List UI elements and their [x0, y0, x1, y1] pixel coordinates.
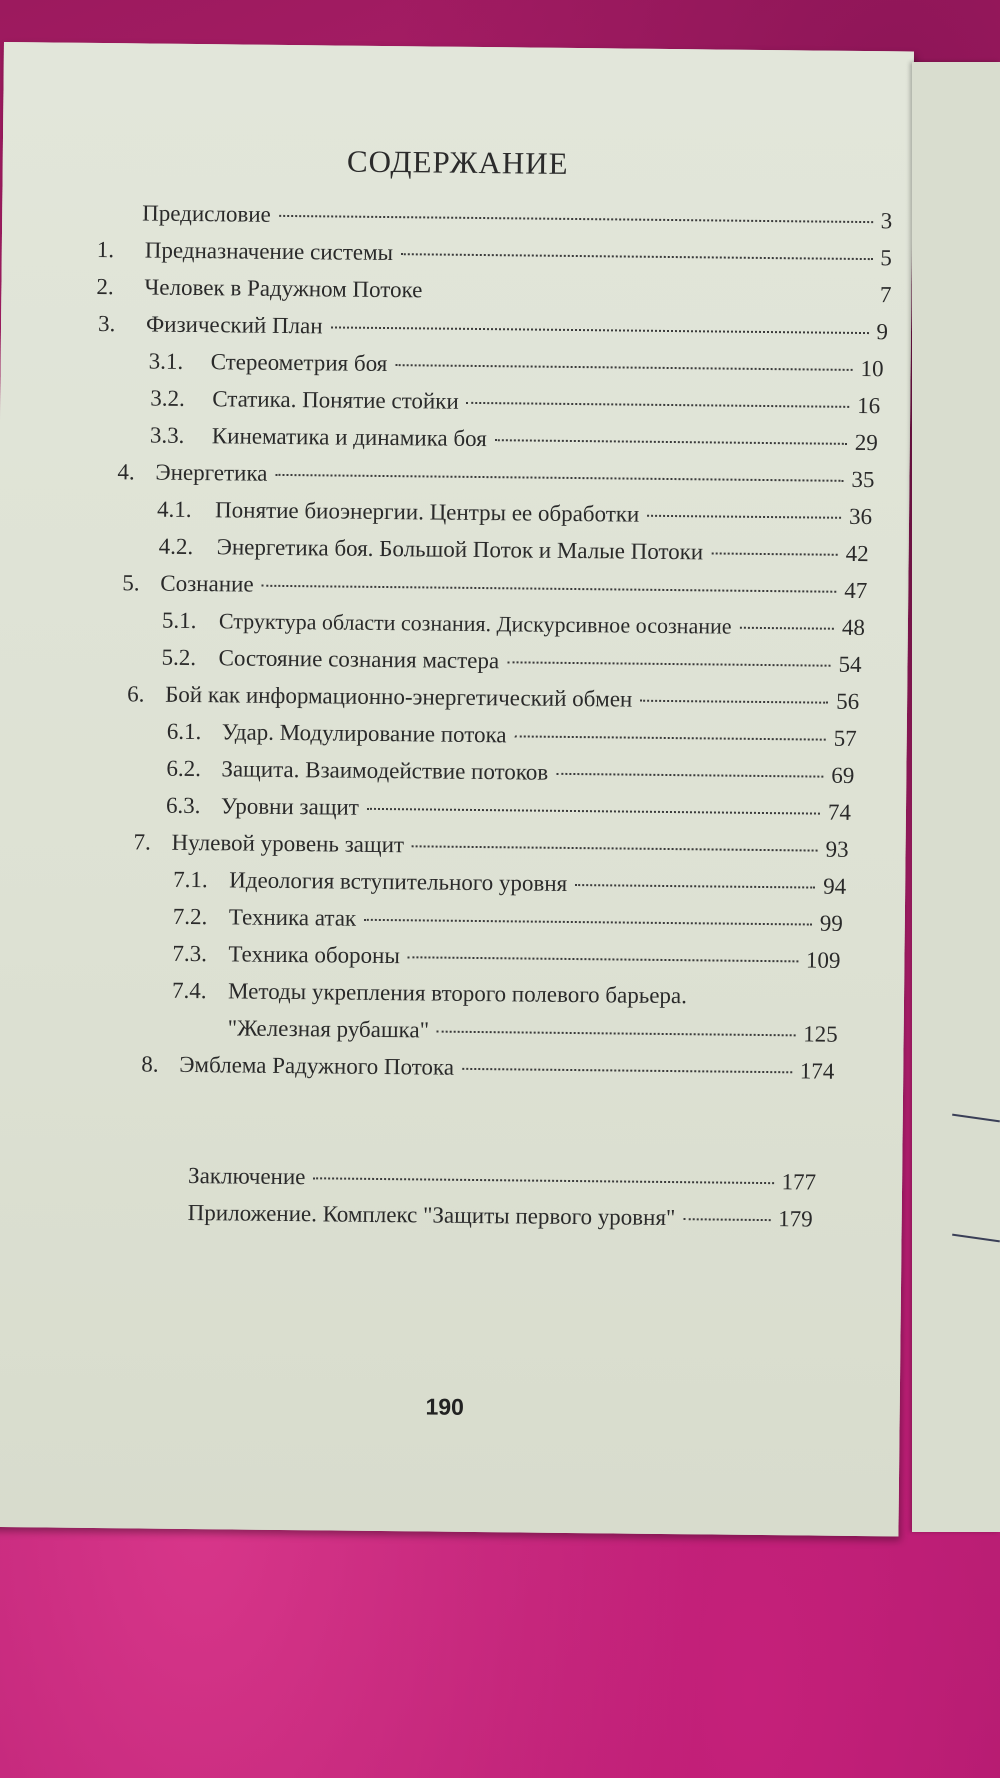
toc-leader-dots — [412, 845, 818, 851]
toc-entry-label: Энергетика боя. Большой Поток и Малые Потоки — [216, 534, 704, 565]
toc-entry-number: 5.2. — [161, 644, 197, 671]
toc-leader-dots — [740, 627, 834, 630]
toc-entry-page: 9 — [876, 319, 889, 345]
toc-leader-dots — [462, 1068, 792, 1073]
toc-entry-page: 54 — [838, 651, 862, 678]
toc-leader-dots — [401, 253, 872, 260]
toc-entry-label: Эмблема Радужного Потока — [179, 1051, 455, 1080]
toc-entry-label: Понятие биоэнергии. Центры ее обработки — [214, 497, 640, 527]
toc-entry-label: Энергетика — [155, 459, 268, 486]
toc-entry — [133, 827, 848, 864]
toc-entry-label: Уровни защит — [220, 793, 359, 820]
toc-entry-label: Предисловие — [142, 200, 271, 227]
toc-entry — [122, 568, 867, 606]
toc-entry-number: 4.2. — [158, 533, 194, 560]
toc-entry-label: Состояние сознания мастера — [218, 645, 500, 674]
toc-entry-number: 6.1. — [166, 718, 202, 745]
toc-entry — [188, 1198, 813, 1235]
toc-entry — [142, 198, 892, 236]
toc-leader-dots — [364, 919, 812, 926]
page-title: СОДЕРЖАНИЕ — [346, 143, 569, 181]
page-number: 190 — [425, 1393, 465, 1420]
toc-entry-page: 94 — [823, 873, 847, 899]
toc-entry-label: Структура области сознания. Дискурсивное осознание — [218, 608, 732, 639]
toc-entry-page: 35 — [851, 466, 875, 493]
toc-entry-page: 125 — [803, 1021, 838, 1047]
toc-entry — [149, 347, 884, 385]
toc-entry-number: 6.3. — [165, 792, 201, 819]
toc-leader-dots — [313, 1177, 773, 1184]
toc-entry-number: 4.1. — [156, 496, 192, 522]
toc-entry-label: Заключение — [188, 1162, 306, 1190]
toc-entry-number: 7.1. — [173, 866, 208, 893]
toc-entry — [173, 902, 843, 939]
toc-leader-dots — [331, 326, 869, 334]
toc-entry-label: Человек в Радужном Потоке — [144, 274, 423, 303]
toc-entry — [162, 606, 865, 643]
toc-entry-page: 57 — [833, 725, 857, 751]
toc-entry-label: Техника обороны — [228, 941, 401, 969]
toc-entry-number: 6.2. — [166, 755, 202, 782]
toc-entry-continuation — [228, 1013, 838, 1049]
toc-entry — [167, 717, 857, 754]
toc-entry — [172, 939, 840, 976]
toc-entry — [188, 1161, 816, 1198]
toc-entry-label: Предназначение системы — [144, 237, 394, 266]
toc-entry-number: 3. — [97, 311, 116, 337]
toc-entry — [97, 235, 892, 273]
toc-entry — [172, 976, 840, 1013]
toc-leader-dots — [275, 474, 843, 482]
toc-leader-dots — [279, 215, 873, 223]
toc-entry-number: 6. — [127, 681, 145, 707]
toc-leader-dots — [507, 661, 830, 666]
toc-entry-number: 7.4. — [171, 977, 207, 1004]
toc-leader-dots — [647, 515, 841, 519]
book-page — [0, 42, 914, 1536]
toc-entry — [150, 384, 880, 422]
toc-entry-page: 74 — [827, 799, 852, 825]
toc-entry — [166, 791, 851, 828]
toc-entry — [117, 457, 874, 495]
toc-entry-number: 8. — [141, 1051, 159, 1077]
toc-entry-number: 7. — [133, 829, 152, 855]
toc-leader-dots — [408, 956, 798, 962]
toc-entry-page: 179 — [778, 1206, 813, 1232]
toc-entry-page: 3 — [880, 208, 893, 234]
toc-entry-number: 4. — [117, 459, 135, 485]
toc-entry-label: Техника атак — [228, 904, 357, 931]
toc-entry-page: 10 — [860, 355, 884, 382]
toc-entry-page: 42 — [845, 540, 869, 567]
toc-leader-dots — [711, 552, 838, 555]
toc-entry-page: 7 — [879, 282, 892, 308]
toc-entry-page: 99 — [819, 910, 843, 936]
toc-entry-label: "Железная рубашка" — [227, 1015, 430, 1043]
pen-mark — [952, 1114, 1000, 1123]
toc-leader-dots — [467, 402, 850, 408]
toc-entry — [161, 643, 861, 680]
toc-entry — [173, 865, 846, 902]
toc-entry-number: 7.3. — [172, 940, 208, 967]
toc-entry — [141, 1049, 834, 1086]
toc-entry-page: 5 — [880, 245, 892, 271]
toc-entry-number: 5. — [122, 570, 140, 596]
toc-entry-number: 5.1. — [161, 607, 197, 634]
toc-entry-page: 29 — [854, 429, 878, 456]
toc-entry-page: 16 — [857, 392, 881, 419]
pen-mark — [952, 1234, 1000, 1243]
toc-entry — [150, 421, 878, 459]
toc-leader-dots — [437, 1031, 795, 1037]
toc-leader-dots — [515, 735, 826, 740]
toc-entry-number: 3.3. — [149, 422, 185, 448]
toc-entry-label: Кинематика и динамика боя — [211, 423, 487, 452]
toc-leader-dots — [395, 364, 852, 371]
toc-entry-label: Сознание — [160, 570, 254, 597]
toc-entry-page: 36 — [848, 503, 873, 530]
toc-entry-label: Стереометрия боя — [210, 349, 388, 377]
toc-entry-page: 48 — [841, 614, 866, 641]
toc-entry-page: 174 — [799, 1058, 835, 1084]
toc-entry-page: 69 — [831, 762, 855, 788]
toc-entry — [96, 272, 891, 310]
toc-entry-page: 93 — [825, 836, 849, 862]
toc-entry-label: Приложение. Комплекс "Защиты первого уровня" — [187, 1199, 676, 1231]
toc-entry-page: 56 — [836, 688, 860, 714]
toc-entry — [159, 532, 869, 569]
toc-entry-label: Защита. Взаимодействие потоков — [221, 756, 549, 785]
toc-entry — [157, 495, 872, 532]
toc-leader-dots — [683, 1218, 770, 1221]
toc-leader-dots — [575, 884, 815, 889]
toc-entry-page: 109 — [805, 947, 841, 973]
toc-leader-dots — [556, 773, 823, 778]
toc-entry-number: 7.2. — [172, 903, 208, 930]
toc-leader-dots — [262, 585, 837, 593]
toc-entry-page: 177 — [781, 1169, 817, 1195]
toc-entry — [166, 754, 854, 791]
toc-entry-label: Бой как информационно-энергетический обмен — [165, 681, 633, 712]
toc-entry — [98, 309, 888, 347]
toc-leader-dots — [640, 700, 828, 704]
toc-entry-label: Методы укрепления второго полевого барьера. — [227, 978, 688, 1009]
toc-leader-dots — [430, 290, 872, 297]
toc-entry-number: 3.2. — [150, 385, 185, 411]
toc-entry-label: Физический План — [145, 311, 323, 339]
toc-entry-label: Удар. Модулирование потока — [221, 719, 507, 748]
toc-leader-dots — [495, 439, 847, 445]
toc-entry-label: Статика. Понятие стойки — [212, 386, 459, 414]
toc-leader-dots — [367, 808, 820, 815]
toc-entry-number: 1. — [96, 236, 115, 263]
toc-entry-label: Идеология вступительного уровня — [229, 867, 568, 896]
toc-entry-page: 47 — [844, 577, 868, 604]
adjacent-page-edge — [912, 62, 1000, 1532]
toc-entry — [127, 679, 859, 717]
toc-entry-number: 2. — [96, 273, 114, 300]
toc-entry-label: Нулевой уровень защит — [171, 829, 405, 858]
toc-entry-number: 3.1. — [148, 348, 184, 374]
